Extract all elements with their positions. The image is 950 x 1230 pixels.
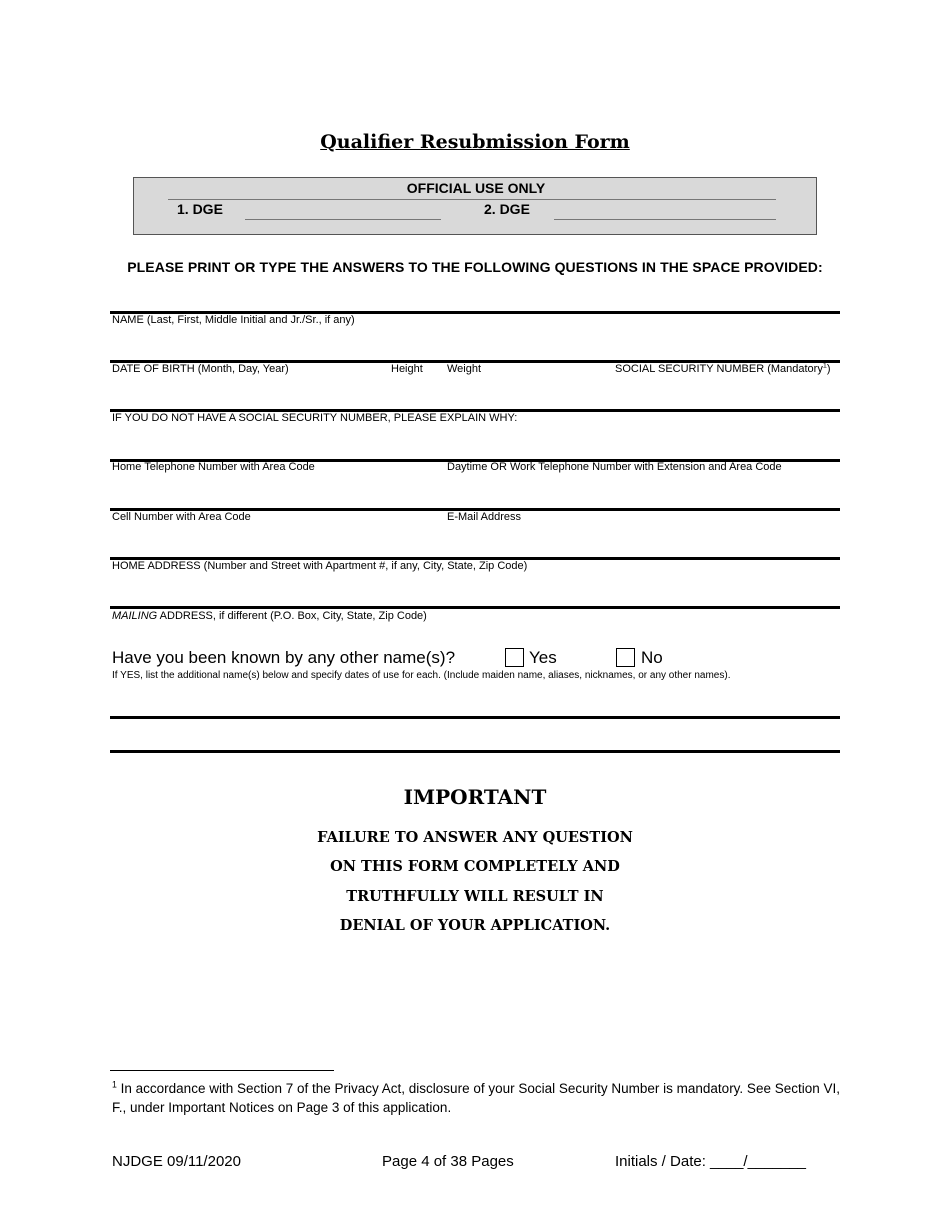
other-names-line-2[interactable] <box>110 750 840 753</box>
warning-line-1: FAILURE TO ANSWER ANY QUESTION <box>317 829 633 846</box>
mailing-emphasis: MAILING <box>112 610 158 622</box>
footer-form-id: NJDGE 09/11/2020 <box>112 1153 241 1170</box>
warning-line-4: DENIAL OF YOUR APPLICATION. <box>339 917 611 934</box>
footnote-marker: 1 <box>112 1079 117 1090</box>
mailing-address-label <box>112 610 427 622</box>
home-phone-label: Home Telephone Number with Area Code <box>112 461 315 473</box>
work-phone-label: Daytime OR Work Telephone Number with Extension and Area Code <box>447 461 782 473</box>
official-use-box <box>133 177 817 235</box>
footer-page-number: Page 4 of 38 Pages <box>382 1153 514 1170</box>
cell-label: Cell Number with Area Code <box>112 511 251 523</box>
form-title: Qualifier Resubmission Form <box>320 131 630 153</box>
other-names-no-checkbox[interactable] <box>616 648 635 667</box>
no-label: No <box>641 648 663 667</box>
warning-line-3: TRUTHFULLY WILL RESULT IN <box>346 888 604 905</box>
dge-2-label: 2. DGE <box>484 201 530 217</box>
ssn-footnote-ref: 1 <box>822 361 827 370</box>
ssn-label <box>615 363 831 375</box>
other-names-note: If YES, list the additional name(s) below and specify dates of use for each. (Include maiden name, aliases, nicknames, or any other names). <box>112 670 731 681</box>
ssn-label-close: ) <box>826 363 831 375</box>
name-label: NAME (Last, First, Middle Initial and Jr./Sr., if any) <box>112 314 355 326</box>
email-label: E-Mail Address <box>447 511 521 523</box>
other-names-line-1[interactable] <box>110 716 840 719</box>
official-use-top-line <box>168 199 776 200</box>
other-names-question: Have you been known by any other name(s)? <box>112 648 456 667</box>
home-address-label: HOME ADDRESS (Number and Street with Apartment #, if any, City, State, Zip Code) <box>112 560 528 572</box>
instructions-text: PLEASE PRINT OR TYPE THE ANSWERS TO THE FOLLOWING QUESTIONS IN THE SPACE PROVIDED: <box>127 259 823 275</box>
other-names-yes-checkbox[interactable] <box>505 648 524 667</box>
yes-label: Yes <box>529 648 557 667</box>
dge-2-field[interactable] <box>554 219 776 220</box>
dge-1-label: 1. DGE <box>177 201 223 217</box>
height-label: Height <box>391 363 423 375</box>
footnote-separator <box>110 1070 334 1071</box>
no-ssn-label: IF YOU DO NOT HAVE A SOCIAL SECURITY NUMBER, PLEASE EXPLAIN WHY: <box>112 412 518 424</box>
important-heading: IMPORTANT <box>403 785 547 809</box>
official-use-heading: OFFICIAL USE ONLY <box>406 180 546 196</box>
ssn-label-text: SOCIAL SECURITY NUMBER (Mandatory <box>615 363 823 375</box>
warning-line-2: ON THIS FORM COMPLETELY AND <box>330 858 620 875</box>
weight-label: Weight <box>447 363 482 375</box>
mailing-address-rest: ADDRESS, if different (P.O. Box, City, State, Zip Code) <box>157 610 427 622</box>
footnote-text: In accordance with Section 7 of the Privacy Act, disclosure of your Social Security Number is mandatory. See Section VI, F., under Important Notices on Page 3 of this application. <box>112 1081 840 1115</box>
mailing-address-field-line[interactable] <box>110 606 840 609</box>
dob-label: DATE OF BIRTH (Month, Day, Year) <box>112 363 289 375</box>
dge-1-field[interactable] <box>245 219 441 220</box>
footnote <box>112 1079 840 1117</box>
footer-initials-date: Initials / Date: ____/_______ <box>615 1153 806 1170</box>
